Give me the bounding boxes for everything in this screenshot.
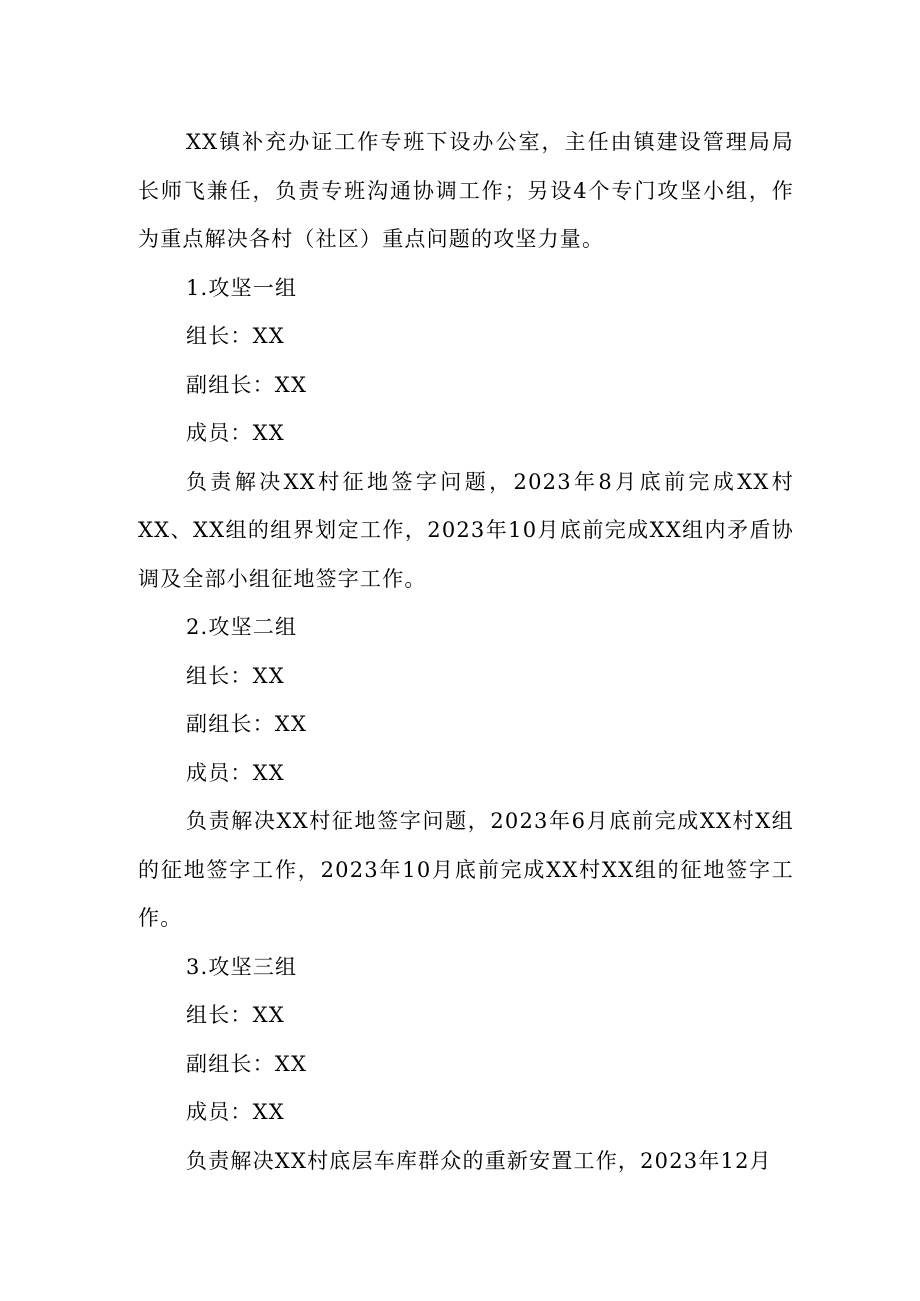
- group-1-leader: 组长：XX: [186, 324, 285, 348]
- group-1-deputy: 副组长：XX: [186, 372, 308, 397]
- group-2-deputy: 副组长：XX: [186, 712, 308, 736]
- group-3-duty: 负责解决XX村底层车库群众的重新安置工作，2023年12月: [186, 1148, 772, 1173]
- intro-paragraph: XX镇补充办证工作专班下设办公室，主任由镇建设管理局局长师飞兼任，负责专班沟通协调工作；另设4个专门攻坚小组，作为重点解决各村（社区）重点问题的攻坚力量。: [138, 130, 794, 251]
- document-body: [138, 118, 794, 1185]
- group-1-heading: 1.攻坚一组: [186, 275, 298, 300]
- group-3-heading: 3.攻坚三组: [186, 954, 298, 979]
- group-2-members: 成员：XX: [186, 760, 285, 785]
- group-3-leader: 组长：XX: [186, 1003, 285, 1027]
- group-2-leader: 组长：XX: [186, 663, 285, 688]
- group-1-members: 成员：XX: [186, 421, 285, 445]
- group-3-deputy: 副组长：XX: [186, 1051, 308, 1076]
- group-2-heading: 2.攻坚二组: [186, 615, 298, 639]
- group-2-duty: 负责解决XX村征地签字问题，2023年6月底前完成XX村X组的征地签字工作，2023年10月底前完成XX村XX组的征地签字工作。: [138, 809, 794, 930]
- group-3-members: 成员：XX: [186, 1100, 285, 1124]
- group-1-duty: 负责解决XX村征地签字问题，2023年8月底前完成XX村XX、XX组的组界划定工作，2023年10月底前完成XX组内矛盾协调及全部小组征地签字工作。: [138, 469, 794, 591]
